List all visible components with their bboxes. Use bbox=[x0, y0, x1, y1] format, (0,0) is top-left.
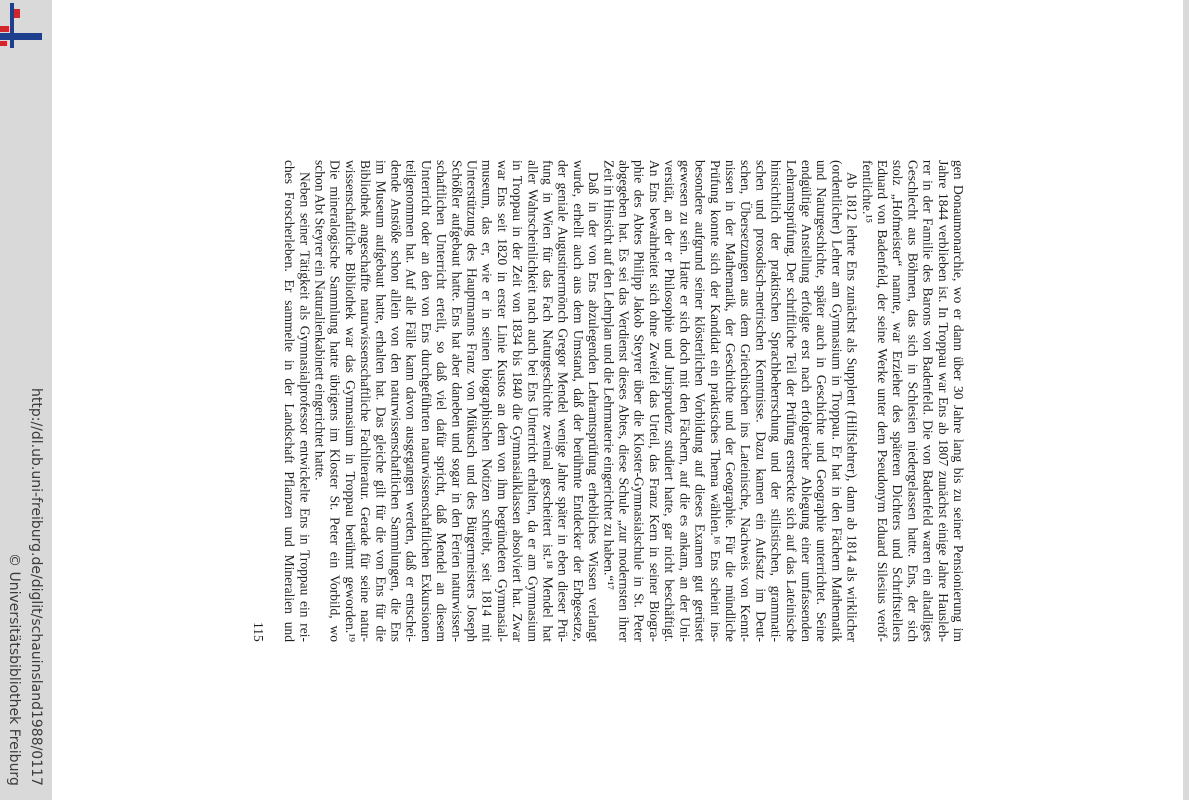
text-line: gen Donaumonarchie, wo er dann über 30 Jahre lang bis zu seiner Pensionierung im bbox=[951, 160, 966, 642]
text-line: schen und prosodisch-metrischen Kenntnisse. Dazu kamen ein Aufsatz im Deut- bbox=[753, 160, 769, 642]
text-line: fentlichte.¹⁵ bbox=[859, 160, 875, 224]
text-line: abgegeben hat. Es sei das Verdienst dieses Abtes, diese Schule „zur modernsten ihrer bbox=[616, 160, 632, 642]
text-line: Geschlecht aus Böhmen, das sich in Schlesien niedergelassen hatte. Ens, der sich bbox=[905, 160, 921, 642]
document-page bbox=[52, 0, 1183, 800]
text-line: versität, an der er Philosophie und Jurisprudenz studiert hatte, gar nicht beschäftigt. bbox=[662, 160, 678, 642]
text-line: rer in der Familie des Barons von Badenfeld. Die von Badenfeld waren ein altadliges bbox=[920, 160, 936, 642]
text-line: Zeit in Hinsicht auf den Lehrplan und die Lehrmaterie eingerichtet zu haben.“¹⁷ bbox=[601, 160, 617, 591]
text-line: dende Anstöße schon allein von den naturwissenschaftlichen Sammlungen, die Ens bbox=[388, 160, 404, 642]
text-line: wurde, erhellt auch aus dem Umstand, daß der berühmte Entdecker der Erbgesetze, bbox=[570, 160, 586, 642]
text-line: museum, das er, wie er in seinen biographischen Notizen schreibt, seit 1814 mit bbox=[479, 160, 495, 642]
body-text bbox=[282, 160, 966, 642]
text-line: Unterstützung des Hauptmanns Franz von Mükusch und des Bürgermeisters Joseph bbox=[464, 160, 480, 642]
text-line: schaftlichen Unterricht erteilt, so daß viel dafür spricht, daß Mendel an diesem bbox=[434, 160, 450, 642]
text-line: Schößler aufgebaut hatte. Ens hat aber daneben und sogar in den Ferien naturwissen- bbox=[449, 160, 465, 642]
text-line: Prüfung konnte sich der Kandidat ein praktisches Thema wählen.¹⁶ Ens scheint ins- bbox=[707, 160, 723, 642]
text-line: (ordentlicher) Lehrer am Gymnasium in Troppau. Er hat in den Fächern Mathematik bbox=[829, 160, 845, 642]
copyright-notice: © Universitätsbibliothek Freiburg bbox=[6, 553, 22, 786]
text-line: hinsichtlich der praktischen Sprachbeherrschung und der stilistischen, grammati- bbox=[768, 160, 784, 642]
text-line: fung in Wien für das Fach Naturgeschichte zweimal gescheitert ist.¹⁸ Mendel hat bbox=[540, 160, 556, 642]
text-line: und Naturgeschichte, später auch in Geschichte und Geographie unterrichtet. Seine bbox=[814, 160, 830, 642]
text-line: Bibliothek angeschaffte naturwissenschaftliche Fachliteratur. Gerade für seine natur- bbox=[358, 160, 374, 642]
text-line: ches Forscherleben. Er sammelte in der Landschaft Pflanzen und Mineralien und bbox=[282, 160, 298, 642]
viewer-right-edge bbox=[1183, 0, 1189, 800]
source-url: http://dl.ub.uni-freiburg.de/diglit/schauinsland1988/0117 bbox=[28, 388, 44, 786]
text-line: phie des Abtes Philipp Jakob Steyrer über die Kloster-Gymnasialschule in St. Peter bbox=[631, 160, 647, 642]
text-line: Eduard von Badenfeld, der seine Werke unter dem Pseudonym Eduard Silesius veröf- bbox=[874, 160, 890, 642]
text-line: nissen in der Mathematik, der Geschichte und der Geographie. Für die mündliche bbox=[722, 160, 738, 642]
text-line: aller Wahrscheinlichkeit nach auch bei Ens Unterricht erhalten, da er am Gymnasium bbox=[525, 160, 541, 642]
text-line: im Museum aufgebaut hatte, erhalten hat. Das gleiche gilt für die von Ens für die bbox=[373, 160, 389, 642]
text-line: Unterricht oder an den von Ens durchgeführten naturwissenschaftlichen Exkursionen bbox=[418, 160, 434, 642]
sidebar bbox=[0, 0, 52, 800]
text-line: Daß in der von Ens abzulegenden Lehramtsprüfung erhebliches Wissen verlangt bbox=[586, 172, 602, 642]
text-line: war Ens seit 1820 in erster Linie Kustos an dem von ihm begründeten Gymnasial- bbox=[494, 160, 510, 642]
text-line: schon Abt Steyrer ein Naturalienkabinett eingerichtet hatte. bbox=[312, 160, 328, 481]
text-line: stolz „Hofmeister“ nannte, war Erzieher des späteren Dichters und Schriftstellers bbox=[890, 160, 906, 642]
text-line: Lehramtsprüfung. Der schriftliche Teil der Prüfung erstreckte sich auf das Lateinische bbox=[783, 160, 799, 642]
text-line: Ab 1812 lehrte Ens zunächst als Supplent (Hilfslehrer), dann ab 1814 als wirklicher bbox=[844, 172, 860, 642]
text-line: wissenschaftliche Bibliothek war das Gymnasium in Troppau berühmt geworden.¹⁹ bbox=[342, 160, 358, 642]
citation-block bbox=[1, 368, 47, 786]
page-number: 115 bbox=[251, 622, 266, 642]
text-line: in Troppau in der Zeit von 1834 bis 1840 die Gymnasialklassen absolviert hat. Zwar bbox=[510, 160, 526, 642]
text-line: schen, Übersetzungen aus dem Griechischen ins Lateinische, Nachweis von Kennt- bbox=[738, 160, 754, 642]
text-line: Neben seiner Tätigkeit als Gymnasialprofessor entwickelte Ens in Troppau ein rei- bbox=[297, 172, 313, 642]
text-line: Jahre 1844 verblieben ist. In Troppau war Ens ab 1807 zunächst einige Jahre Hausleh- bbox=[935, 160, 951, 642]
text-line: besondere aufgrund seiner klösterlichen Vorbildung auf dieses Examen gut gerüstet bbox=[692, 160, 708, 642]
library-logo-icon bbox=[0, 0, 44, 52]
text-line: An Ens bewahrheitet sich ohne Zweifel das Urteil, das Franz Kern in seiner Biogra- bbox=[646, 160, 662, 642]
text-line: gewesen zu sein. Hatte er sich doch mit den Fächern, auf die es ankam, an der Uni- bbox=[677, 160, 693, 642]
text-line: endgültige Anstellung erfolgte erst nach erfolgreicher Ablegung einer umfassenden bbox=[798, 160, 814, 642]
text-line: Die mineralogische Sammlung hatte übrigens im Kloster St. Peter ein Vorbild, wo bbox=[327, 160, 343, 642]
text-line: der geniale Augustinermönch Gregor Mendel wenige Jahre später in eben dieser Prü- bbox=[555, 160, 571, 642]
text-line: teilgenommen hat. Auf alle Fälle kann davon ausgegangen werden, daß er entschei- bbox=[403, 160, 419, 642]
